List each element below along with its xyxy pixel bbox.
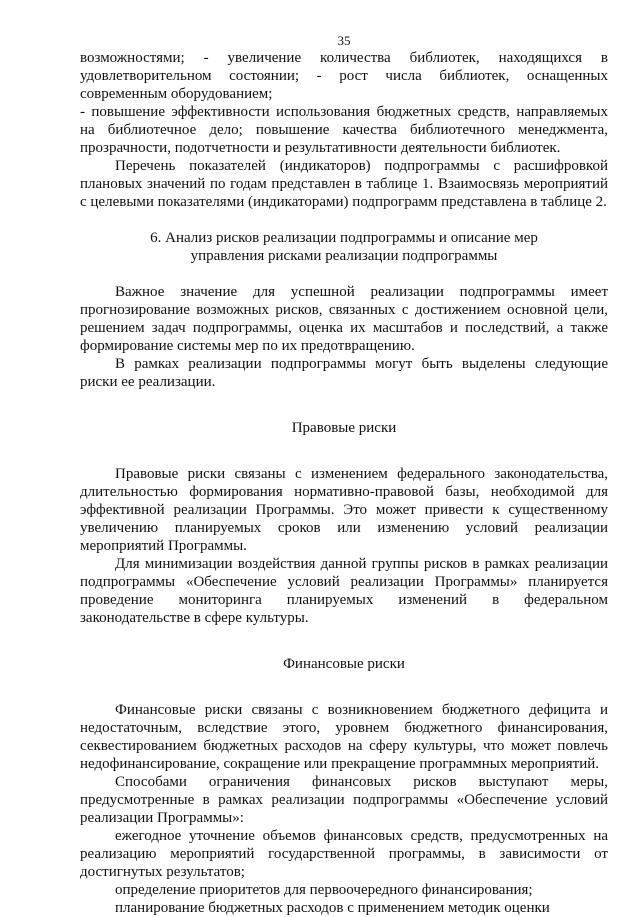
section-heading-line2: управления рисками реализации подпрограммы	[190, 248, 498, 264]
paragraph-efficiency: - повышение эффективности использования бюджетных средств, направляемых на библиотечное дело; повышение качества библиотечного менеджмента, прозрачности, подотчетности и результативности деятельности библиотек.	[80, 104, 608, 156]
legal-risks-heading: Правовые риски	[291, 420, 397, 436]
paragraph-continuation: возможностями; - увеличение количества библиотек, находящихся в удовлетворительном состоянии; - рост числа библиотек, оснащенных современным оборудованием;	[80, 50, 608, 102]
paragraph-financial-measures: Способами ограничения финансовых рисков выступают меры, предусмотренные в рамках реализации подпрограммы «Обеспечение условий реализации Программы»:	[80, 774, 608, 826]
paragraph-financial-risks: Финансовые риски связаны с возникновением бюджетного дефицита и недостаточным, вследствие этого, уровнем бюджетного финансирования, секвестированием бюджетных расходов на сферу культуры, что может повлечь недофинансирование, сокращение или прекращение программных мероприятий.	[80, 702, 608, 772]
paragraph-legal-mitigation: Для минимизации воздействия данной группы рисков в рамках реализации подпрограммы «Обеспечение условий реализации Программы» планируется проведение мониторинга планируемых изменений в федеральном законодательстве в сфере культуры.	[80, 556, 608, 626]
paragraph-legal-risks: Правовые риски связаны с изменением федерального законодательства, длительностью формирования нормативно-правовой базы, необходимой для эффективной реализации Программы. Это может привести к существенному увеличению планируемых сроков или изменению условий реализации мероприятий Программы.	[80, 466, 608, 554]
page-number: 35	[337, 33, 351, 48]
paragraph-risk-importance: Важное значение для успешной реализации подпрограммы имеет прогнозирование возможных рисков, связанных с достижением основной цели, решением задач подпрограммы, оценка их масштабов и последствий, а также формирование системы мер по их предотвращению.	[80, 284, 608, 354]
paragraph-indicators: Перечень показателей (индикаторов) подпрограммы с расшифровкой плановых значений по годам представлен в таблице 1. Взаимосвязь мероприятий с целевыми показателями (индикаторами) подпрограмм представлена в таблице 2.	[80, 158, 608, 210]
section-heading-line1: 6. Анализ рисков реализации подпрограммы и описание мер	[150, 230, 538, 246]
document-body	[80, 49, 608, 917]
financial-risks-heading: Финансовые риски	[283, 656, 405, 672]
paragraph-priorities: определение приоритетов для первоочередного финансирования;	[115, 882, 533, 898]
paragraph-risk-list-intro: В рамках реализации подпрограммы могут быть выделены следующие риски ее реализации.	[80, 356, 608, 390]
paragraph-budget-planning: планирование бюджетных расходов с применением методик оценки	[115, 900, 550, 916]
paragraph-annual-adjustment: ежегодное уточнение объемов финансовых средств, предусмотренных на реализацию мероприятий государственной программы, в зависимости от достигнутых результатов;	[80, 828, 608, 880]
